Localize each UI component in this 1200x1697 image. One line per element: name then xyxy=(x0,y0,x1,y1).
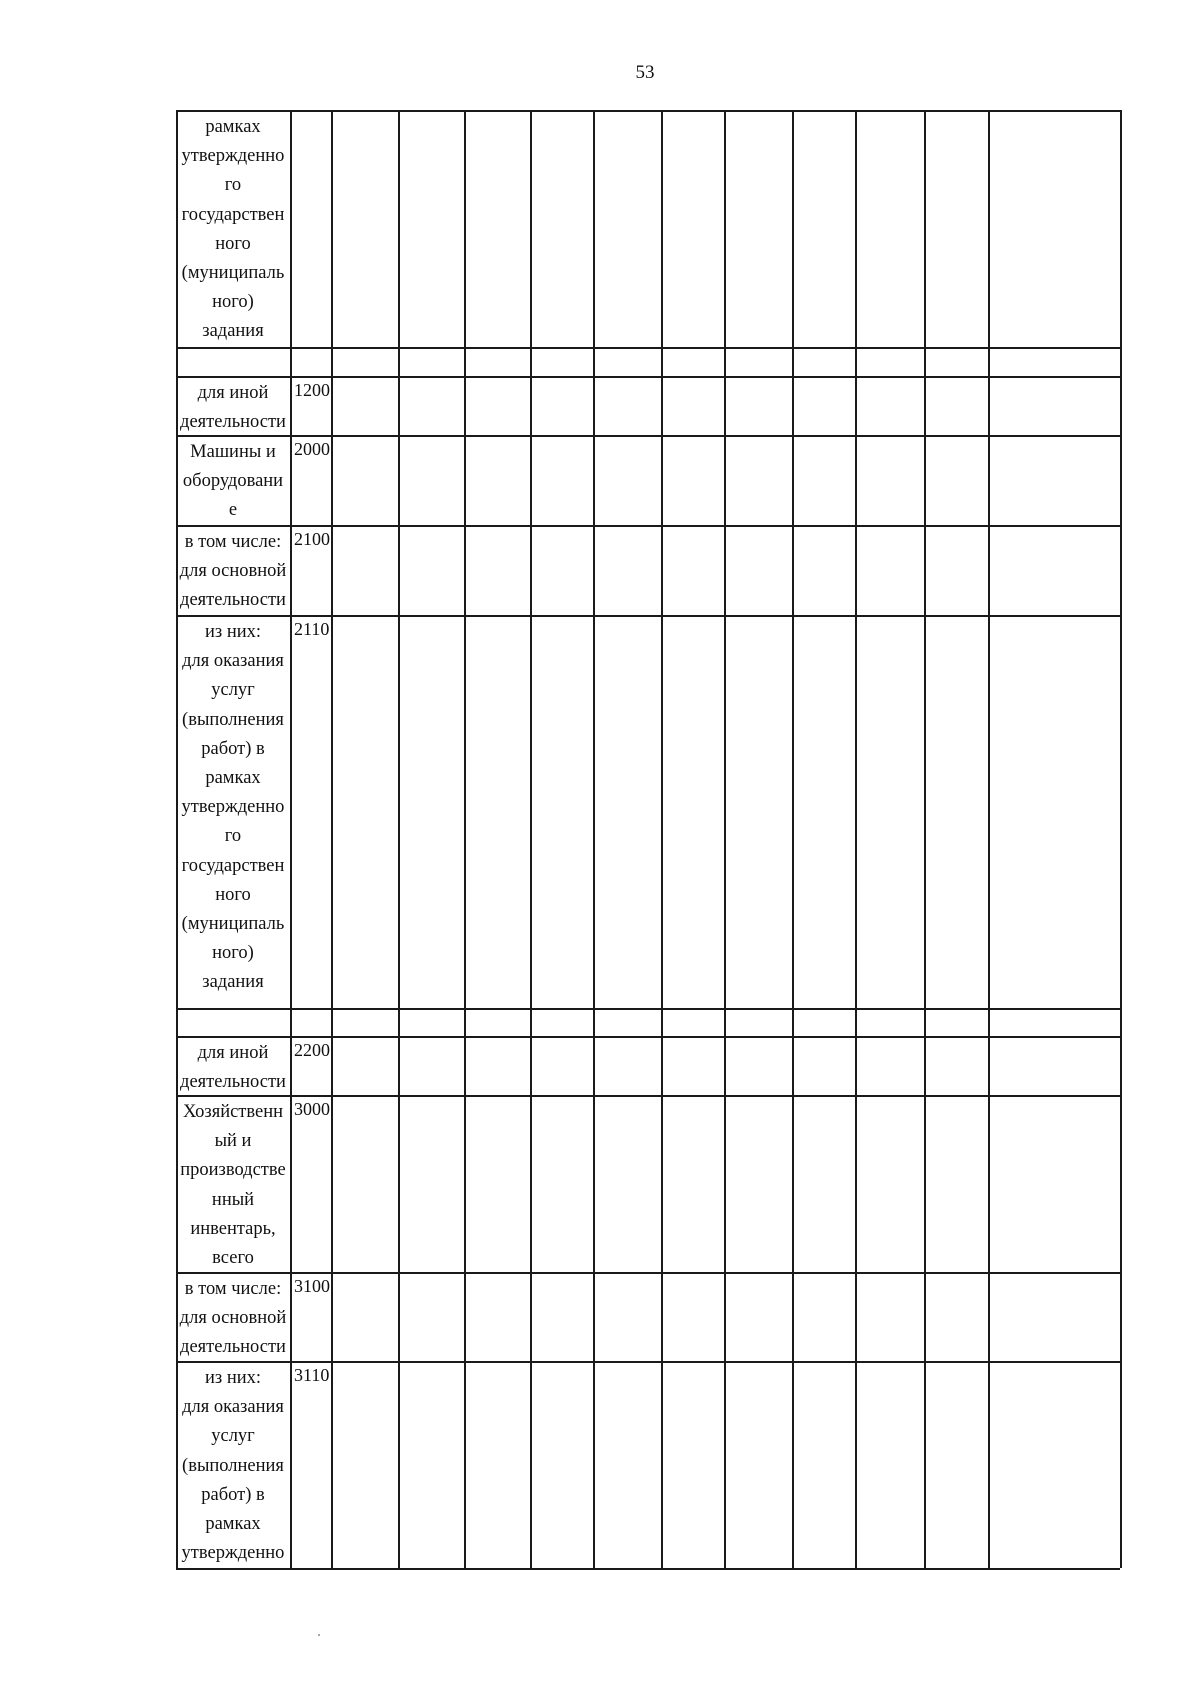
row-code: 3000 xyxy=(294,1099,330,1119)
row-label-line: рамках xyxy=(205,768,261,789)
row-label xyxy=(176,1275,290,1363)
row-label-line: (муниципаль xyxy=(181,914,285,935)
scan-speck xyxy=(318,1634,320,1636)
row-label-line: (муниципаль xyxy=(181,263,285,284)
row-label-line: рамках xyxy=(205,117,261,137)
row-label-line: оборудовани xyxy=(182,471,284,492)
row-label-line: утвержденно xyxy=(181,797,285,818)
row-label-line: деятельности xyxy=(180,412,286,433)
row-label-line: всего xyxy=(212,1248,254,1269)
table-row xyxy=(176,1272,1120,1361)
row-label-line: утвержденно xyxy=(181,146,285,167)
row-label-line: работ) в xyxy=(201,738,265,759)
table-row xyxy=(176,1008,1120,1036)
row-label-line: в том числе: xyxy=(184,1279,282,1299)
row-label-line: го xyxy=(224,175,242,196)
row-label-line: е xyxy=(228,500,238,521)
row-label-line: ый и xyxy=(214,1131,252,1152)
table-row xyxy=(176,376,1120,435)
page-number: 53 xyxy=(635,62,655,83)
row-label-line: рамках xyxy=(205,1514,261,1535)
row-label-line: ного xyxy=(215,884,251,905)
row-label-line: для иной xyxy=(197,383,269,403)
row-label xyxy=(176,618,290,998)
row-label xyxy=(176,438,290,526)
row-label-line: утвержденно xyxy=(181,1543,285,1564)
row-code: 1200 xyxy=(294,380,330,400)
row-label-line: государствен xyxy=(181,204,285,225)
row-label-line: (выполнения xyxy=(182,1455,284,1476)
table-row-border xyxy=(176,1568,1120,1570)
row-label-line: (выполнения xyxy=(182,709,284,730)
row-label-line: для иной xyxy=(197,1043,269,1063)
row-label-line: производстве xyxy=(180,1160,286,1181)
row-label-line: из них: xyxy=(204,622,262,642)
row-label-line: деятельности xyxy=(180,590,286,611)
row-label-line: ного) xyxy=(212,292,254,313)
row-label-line: деятельности xyxy=(180,1072,286,1093)
row-code: 2100 xyxy=(294,529,330,549)
row-label-line: нный xyxy=(211,1189,255,1210)
row-label-line: для основной xyxy=(179,1308,287,1329)
row-label-line: Машины и xyxy=(190,442,276,462)
table-row xyxy=(176,1095,1120,1272)
row-label xyxy=(176,379,290,437)
row-code: 2110 xyxy=(294,619,330,639)
row-code: 3100 xyxy=(294,1276,330,1296)
table-row xyxy=(176,1361,1120,1568)
row-label-line: ного xyxy=(215,233,251,254)
table-row xyxy=(176,1036,1120,1095)
table-row xyxy=(176,347,1120,376)
row-label-line: го xyxy=(224,826,242,847)
row-label-line: инвентарь, xyxy=(190,1218,276,1239)
row-label xyxy=(176,528,290,616)
table-row xyxy=(176,525,1120,615)
row-code: 3110 xyxy=(294,1365,330,1385)
row-label-line: услуг xyxy=(211,1426,255,1447)
row-label-line: ного) xyxy=(212,943,254,964)
row-label xyxy=(176,113,290,347)
row-label-line: государствен xyxy=(181,855,285,876)
row-label xyxy=(176,1039,290,1097)
table-row xyxy=(176,110,1120,347)
row-code: 2200 xyxy=(294,1040,330,1060)
row-label-line: Хозяйственн xyxy=(182,1102,284,1122)
data-table xyxy=(176,110,1120,1568)
row-label xyxy=(176,1364,290,1568)
row-label-line: работ) в xyxy=(201,1484,265,1505)
table-column-border xyxy=(1120,110,1122,1568)
row-label-line: услуг xyxy=(211,680,255,701)
row-label xyxy=(176,1098,290,1273)
table-row xyxy=(176,435,1120,525)
row-label-line: задания xyxy=(202,321,264,342)
row-label-line: для оказания xyxy=(182,1397,284,1418)
row-label-line: для основной xyxy=(179,561,287,582)
table-row xyxy=(176,615,1120,1008)
row-label-line: в том числе: xyxy=(184,532,282,552)
row-label-line: для оказания xyxy=(182,651,284,672)
row-label-line: деятельности xyxy=(180,1337,286,1358)
row-label-line: из них: xyxy=(204,1368,262,1388)
row-label-line: задания xyxy=(202,972,264,993)
row-code: 2000 xyxy=(294,439,330,459)
